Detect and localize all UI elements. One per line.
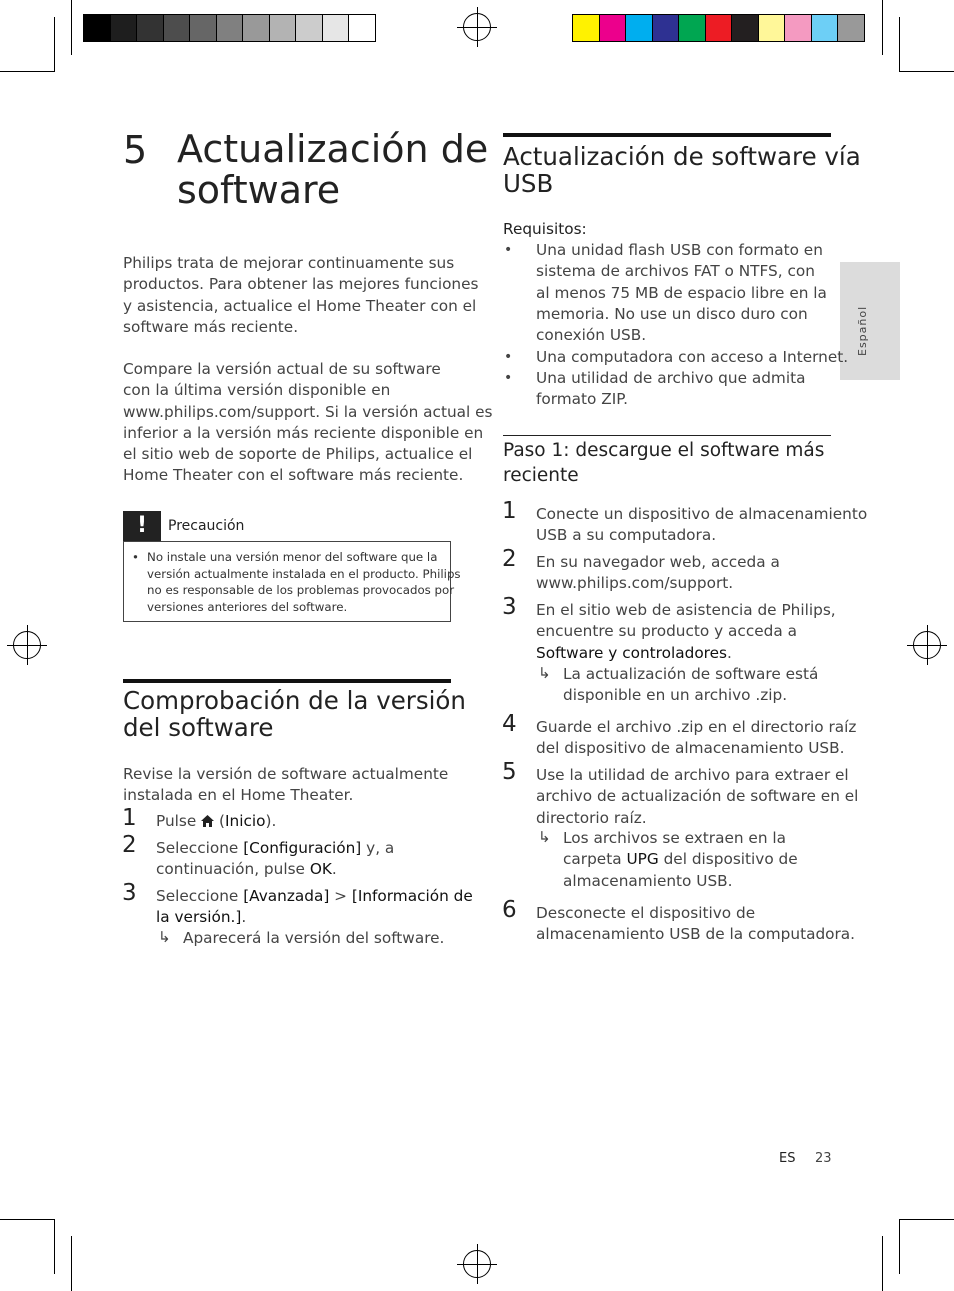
registration-mark-right (907, 625, 947, 665)
usb-step-1: Conecte un dispositivo de almacenamiento USB a su computadora. (536, 505, 868, 545)
check-step-2: Seleccione [Configuración] y, a continuación, pulse OK. (156, 839, 395, 879)
exclamation-icon: ! (123, 511, 161, 541)
calibration-swatch (785, 15, 812, 41)
check-step-3-result-arrow: ↳ (158, 928, 171, 946)
usb-step-2: En su navegador web, acceda a www.philips.com/support. (536, 553, 780, 593)
calibration-swatch (137, 15, 164, 41)
usb-step-4: Guarde el archivo .zip en el directorio raíz del dispositivo de almacenamiento USB. (536, 718, 857, 758)
side-tab-label: Español (856, 305, 869, 356)
section-rule-usb (503, 133, 831, 137)
calibration-swatch (706, 15, 733, 41)
check-version-heading: Comprobación de la versión del software (123, 686, 466, 742)
page-number: 23 (815, 1151, 832, 1166)
intro-paragraph-1: Philips trata de mejorar continuamente sus productos. Para obtener las mejores funciones y asistencia, actualice el Home Theater con el software más reciente. (123, 254, 479, 336)
footer-language: ES (779, 1151, 796, 1166)
calibration-swatch (190, 15, 217, 41)
check-step-3: Seleccione [Avanzada] > [Información de la versión.]. (156, 887, 473, 927)
calibration-swatch (732, 15, 759, 41)
usb-step-3: En el sitio web de asistencia de Philips, encuentre su producto y acceda a Software y controladores. (536, 601, 836, 662)
calibration-swatch (270, 15, 297, 41)
check-step-1: Pulse (Inicio). (156, 812, 277, 830)
usb-step-3-result: La actualización de software está disponible en un archivo .zip. (563, 665, 819, 705)
calibration-swatch (838, 15, 864, 41)
calibration-swatch (164, 15, 191, 41)
chapter-number: 5 (123, 128, 148, 172)
calibration-swatch (349, 15, 375, 41)
check-step-3-number: 3 (122, 880, 137, 906)
language-side-tab (840, 262, 900, 380)
step1-download-heading: Paso 1: descargue el software más reciente (503, 440, 825, 486)
calibration-swatch (653, 15, 680, 41)
calibration-swatch (111, 15, 138, 41)
chapter-title: Actualización de software (177, 127, 489, 212)
caution-title: Precaución (168, 518, 245, 534)
check-step-3-result: Aparecerá la versión del software. (183, 929, 445, 947)
gray-calibration-bar (83, 14, 376, 42)
usb-step-5-number: 5 (502, 759, 517, 785)
usb-step-3-number: 3 (502, 594, 517, 620)
calibration-swatch (217, 15, 244, 41)
registration-mark-bottom (457, 1244, 497, 1284)
intro-paragraph-2: Compare la versión actual de su software con la última versión disponible en www.philips.com/support. Si la versión actual es inferior a la versión más reciente disponible en el sitio web de soporte de Philips, actualice el Home Theater con el software más reciente. (123, 360, 493, 485)
registration-mark-top (457, 7, 497, 47)
usb-step-6-number: 6 (502, 897, 517, 923)
home-icon (201, 815, 214, 827)
usb-step-5: Use la utilidad de archivo para extraer el archivo de actualización de software en el directorio raíz. (536, 766, 859, 827)
check-version-intro: Revise la versión de software actualmente instalada en el Home Theater. (123, 765, 449, 805)
calibration-swatch (626, 15, 653, 41)
req-item-1: Una unidad flash USB con formato en sistema de archivos FAT o NTFS, con al menos 75 MB de espacio libre en la memoria. No use un disco duro con conexión USB. (536, 241, 827, 345)
req-bullet-2: • (504, 349, 513, 365)
caution-bullet: • (132, 550, 139, 564)
requirements-label: Requisitos: (503, 220, 587, 238)
usb-step-1-number: 1 (502, 498, 517, 524)
req-bullet-1: • (504, 242, 513, 258)
calibration-swatch (812, 15, 839, 41)
req-item-2: Una computadora con acceso a Internet. (536, 348, 849, 366)
calibration-swatch (84, 15, 111, 41)
usb-step-5-result: Los archivos se extraen en la carpeta UPG del dispositivo de almacenamiento USB. (563, 829, 798, 890)
calibration-swatch (759, 15, 786, 41)
calibration-swatch (243, 15, 270, 41)
usb-step-4-number: 4 (502, 711, 517, 737)
calibration-swatch (679, 15, 706, 41)
color-calibration-bar (572, 14, 865, 42)
usb-step-2-number: 2 (502, 546, 517, 572)
usb-step-6: Desconecte el dispositivo de almacenamiento USB de la computadora. (536, 904, 856, 944)
usb-step-5-result-arrow: ↳ (538, 828, 551, 846)
req-item-3: Una utilidad de archivo que admita formato ZIP. (536, 369, 806, 409)
calibration-swatch (573, 15, 600, 41)
calibration-swatch (600, 15, 627, 41)
registration-mark-left (7, 625, 47, 665)
check-step-1-number: 1 (122, 805, 137, 831)
req-bullet-3: • (504, 370, 513, 386)
step-heading-rule (503, 435, 831, 436)
check-step-2-number: 2 (122, 832, 137, 858)
section-rule-check (123, 679, 451, 683)
calibration-swatch (323, 15, 350, 41)
usb-update-heading: Actualización de software vía USB (503, 142, 861, 198)
calibration-swatch (296, 15, 323, 41)
caution-text: No instale una versión menor del software que la versión actualmente instalada en el producto. Philips no es responsable de los problemas provocados por versiones anteriores del software. (147, 550, 461, 614)
usb-step-3-result-arrow: ↳ (538, 664, 551, 682)
